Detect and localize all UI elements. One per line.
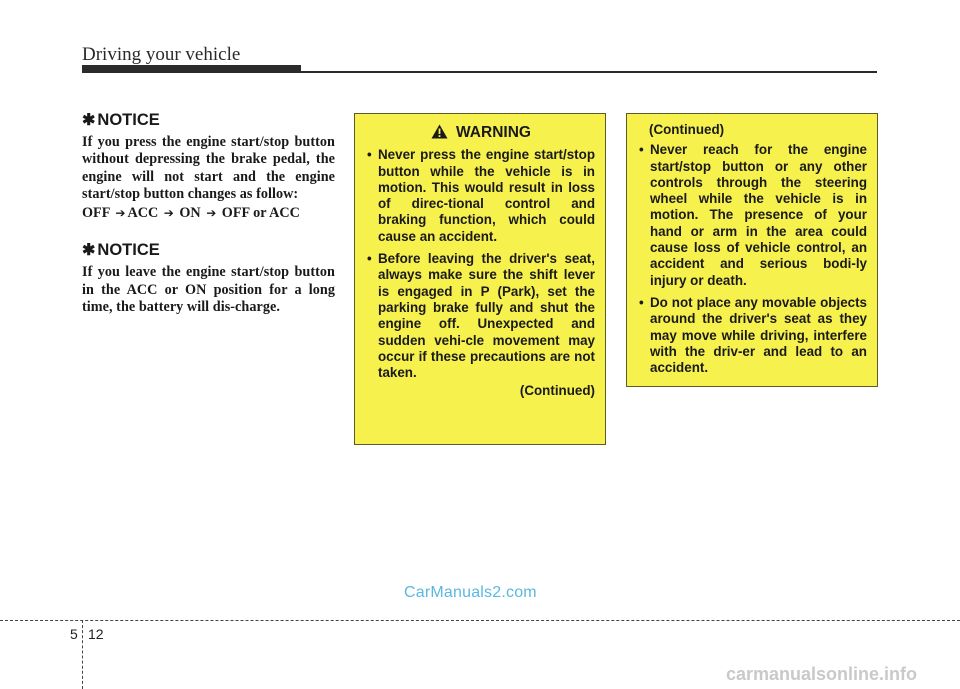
footer-divider: [0, 620, 960, 621]
list-item: • Do not place any movable objects around the driver's seat as they may move while driving, interfere with the driv-er and lead to an accident.: [639, 295, 867, 376]
sequence-step: OFF or ACC: [221, 205, 300, 222]
section-title: Driving your vehicle: [82, 44, 241, 65]
continued-label: (Continued): [519, 383, 595, 399]
notice-heading: [82, 240, 335, 260]
chapter-number: 5: [70, 626, 78, 642]
notice-sequence: [82, 205, 335, 222]
notice-star-icon: ✱: [82, 242, 96, 260]
arrow-right-icon: ➔: [163, 206, 174, 221]
notice-star-icon: ✱: [82, 112, 96, 129]
list-item: • Never reach for the engine start/stop button or any other controls through the steering wheel while the vehicle is in motion. The presence of your hand or arm in the area could cause loss of vehicle control, an accident and serious bodi-ly injury or death.: [639, 142, 867, 289]
site-brand: carmanualsonline.info: [726, 664, 918, 684]
warning-continued-box: [626, 113, 878, 387]
arrow-right-icon: ➔: [115, 206, 126, 221]
page-number: 12: [88, 626, 104, 642]
notice-column: [82, 110, 335, 330]
sequence-step: OFF: [82, 205, 110, 222]
arrow-right-icon: ➔: [206, 206, 217, 221]
watermark: CarManuals2.com: [404, 584, 537, 601]
notice-body: If you press the engine start/stop button without depressing the brake pedal, the engine will not start and the engine start/stop button changes as follow:: [82, 134, 335, 202]
notice-heading-text: NOTICE: [97, 111, 160, 129]
warning-heading: [367, 124, 595, 141]
continued-heading: (Continued): [649, 122, 725, 137]
footer-vertical-divider: [82, 620, 83, 689]
warning-triangle-icon: [431, 124, 448, 139]
warning-heading-text: WARNING: [456, 124, 531, 141]
header-rule-thin: [82, 71, 877, 73]
sequence-step: ON: [179, 205, 201, 222]
warning-box: [354, 113, 606, 445]
notice-heading: [82, 110, 335, 130]
notice-body: If you leave the engine start/stop button in the ACC or ON position for a long time, the battery will dis-charge.: [82, 264, 335, 316]
warning-continued-list: [639, 142, 867, 376]
list-item: • Before leaving the driver's seat, always make sure the shift lever is engaged in P (Park), set the parking brake fully and shut the engine off. Unexpected and sudden vehi-cle movement may occur if these precautions are not taken.: [367, 251, 595, 381]
warning-list: [367, 147, 595, 381]
list-item: • Never press the engine start/stop button while the vehicle is in motion. This would result in loss of direc-tional control and braking function, which could cause an accident.: [367, 147, 595, 245]
sequence-step: ACC: [127, 205, 159, 222]
notice-heading-text: NOTICE: [97, 241, 160, 260]
